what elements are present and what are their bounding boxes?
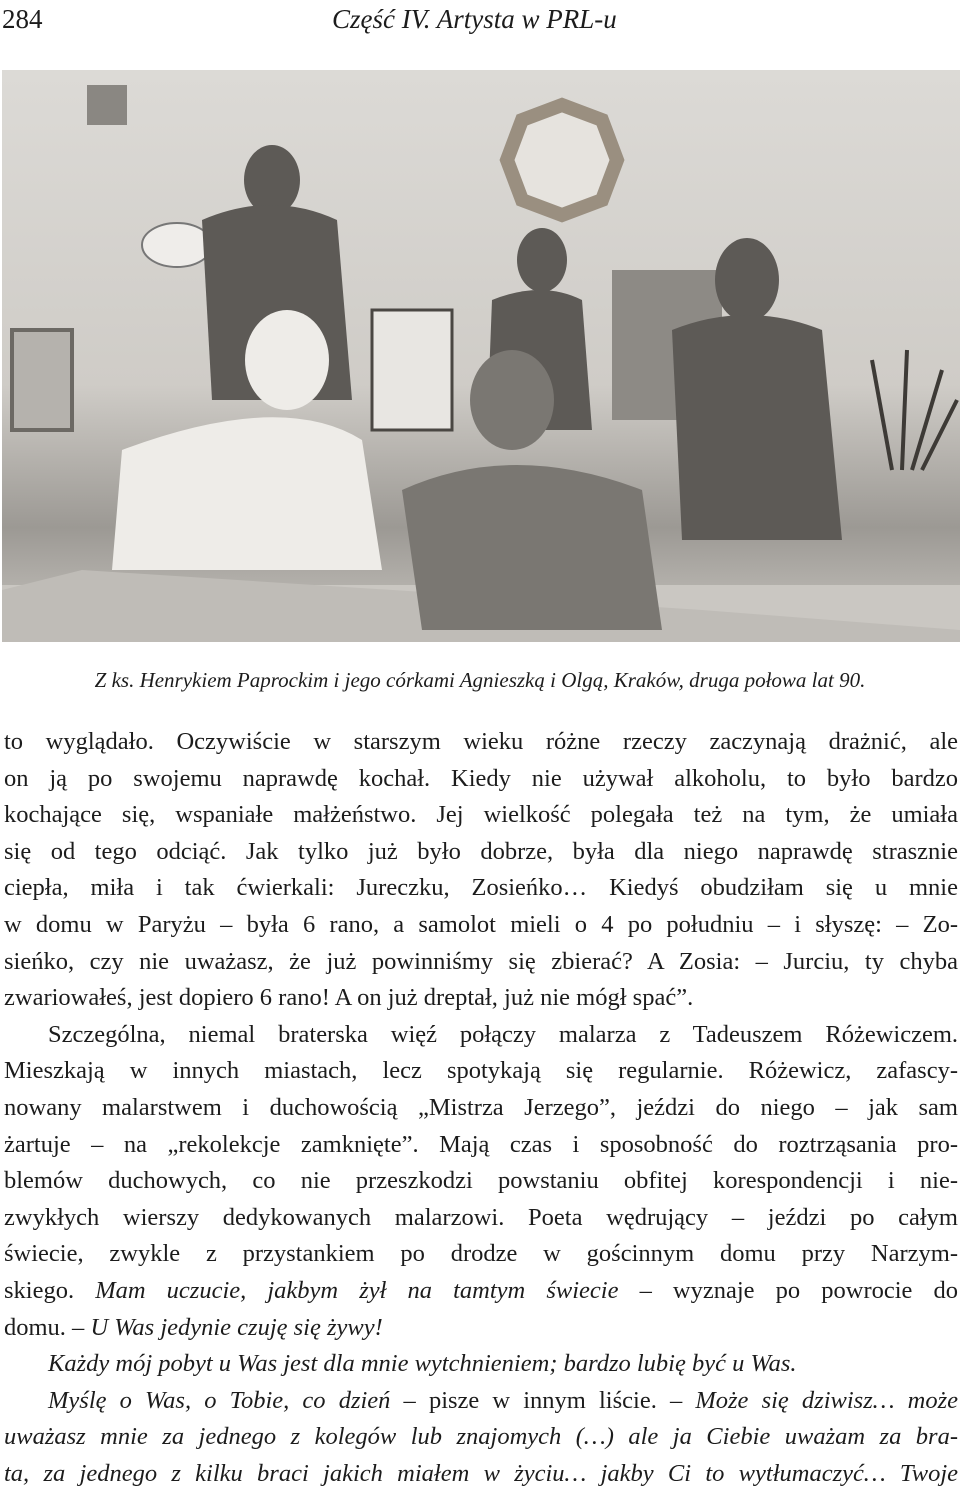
text-line (4, 1456, 958, 1493)
text-line (4, 1163, 958, 1200)
text-segment: sieńko, czy nie uważasz, że już powinniśmy się zbierać? A Zosia: – Jurciu, ty chyba (4, 947, 958, 975)
text-segment: nowany malarstwem i duchowością „Mistrza Jerzego”, jeździ do niego – jak sam (4, 1093, 958, 1121)
text-segment: domu. – (4, 1313, 91, 1341)
text-line (4, 1273, 958, 1310)
text-segment: Mam uczucie, jakbym żył na tamtym świecie (95, 1276, 619, 1304)
text-line (4, 1419, 958, 1456)
text-segment: się od tego odciąć. Jak tylko już było dobrze, była dla niego naprawdę strasznie (4, 837, 958, 865)
photo-caption: Z ks. Henrykiem Paprockim i jego córkami Agnieszką i Olgą, Kraków, druga połowa lat 90. (94, 668, 866, 692)
text-segment: Może się dziwisz… może (695, 1386, 958, 1414)
text-line (4, 1127, 958, 1164)
text-segment: w domu w Paryżu – była 6 rano, a samolot mieli o 4 po południu – i słyszę: – Zo- (4, 910, 958, 938)
text-segment: blemów duchowych, co nie przeszkodzi powstaniu obfitej korespondencji i nie- (4, 1167, 958, 1195)
text-line (4, 907, 958, 944)
text-line (4, 1017, 958, 1054)
text-segment: on ją po swojemu naprawdę kochał. Kiedy nie używał alkoholu, to było bardzo (4, 764, 958, 792)
text-line (4, 944, 958, 981)
text-segment: zwariowałeś, jest dopiero 6 rano! A on już dreptał, już nie mógł spać”. (4, 984, 694, 1012)
text-segment: to wyglądało. Oczywiście w starszym wieku różne rzeczy zaczynają drażnić, ale (4, 728, 958, 755)
text-line (4, 870, 958, 907)
text-line (4, 761, 958, 798)
text-line (4, 1090, 958, 1127)
running-head: Część IV. Artysta w PRL-u (332, 4, 617, 34)
page-number: 284 (2, 4, 43, 34)
text-line (4, 797, 958, 834)
text-line (4, 1383, 958, 1420)
family-photo-illustration (2, 70, 960, 642)
text-segment: – pisze w innym liście. – (390, 1386, 696, 1414)
page-header (2, 4, 960, 44)
text-segment: ta, za jednego z kilku braci jakich miałem w życiu… jakby Ci to wytłumaczyć… Twoje (4, 1459, 958, 1487)
text-segment: Mieszkają w innych miastach, lecz spotykają się regularnie. Różewicz, zafascy- (4, 1057, 958, 1085)
text-segment: kochające się, wspaniałe małżeństwo. Jej wielkość polegała też na tym, że umiała (4, 801, 958, 829)
text-line (4, 1200, 958, 1237)
text-segment: Szczególna, niemal braterska więź połączy malarza z Tadeuszem Różewiczem. (48, 1020, 958, 1048)
text-segment: Myślę o Was, o Tobie, co dzień (48, 1386, 391, 1414)
family-photo (2, 70, 960, 642)
text-segment: świecie, zwykle z przystankiem po drodze w gościnnym domu przy Narzym- (4, 1240, 958, 1268)
text-segment: U Was jedynie czuję się żywy! (90, 1313, 383, 1341)
text-line (4, 724, 958, 761)
text-line (4, 1236, 958, 1273)
body-text (4, 724, 958, 1492)
text-line (4, 1053, 958, 1090)
text-line (4, 980, 958, 1017)
text-segment: żartuje – na „rekolekcje zamknięte”. Mają czas i sposobność do roztrząsania pro- (4, 1130, 958, 1158)
text-segment: zwykłych wierszy dedykowanych malarzowi. Poeta wędrujący – jeździ po całym (4, 1203, 958, 1231)
text-line (4, 1310, 958, 1347)
text-segment: – wyznaje po powrocie do (618, 1276, 959, 1304)
text-line (4, 834, 958, 871)
text-segment: skiego. (4, 1276, 96, 1304)
text-line (4, 1346, 958, 1383)
text-segment: Każdy mój pobyt u Was jest dla mnie wytchnieniem; bardzo lubię być u Was. (48, 1350, 797, 1378)
text-segment: uważasz mnie za jednego z kolegów lub znajomych (…) ale ja Ciebie uważam za bra- (4, 1423, 958, 1451)
text-segment: ciepła, miła i tak ćwierkali: Jureczku, Zosieńko… Kiedyś obudziłam się u mnie (4, 874, 958, 902)
